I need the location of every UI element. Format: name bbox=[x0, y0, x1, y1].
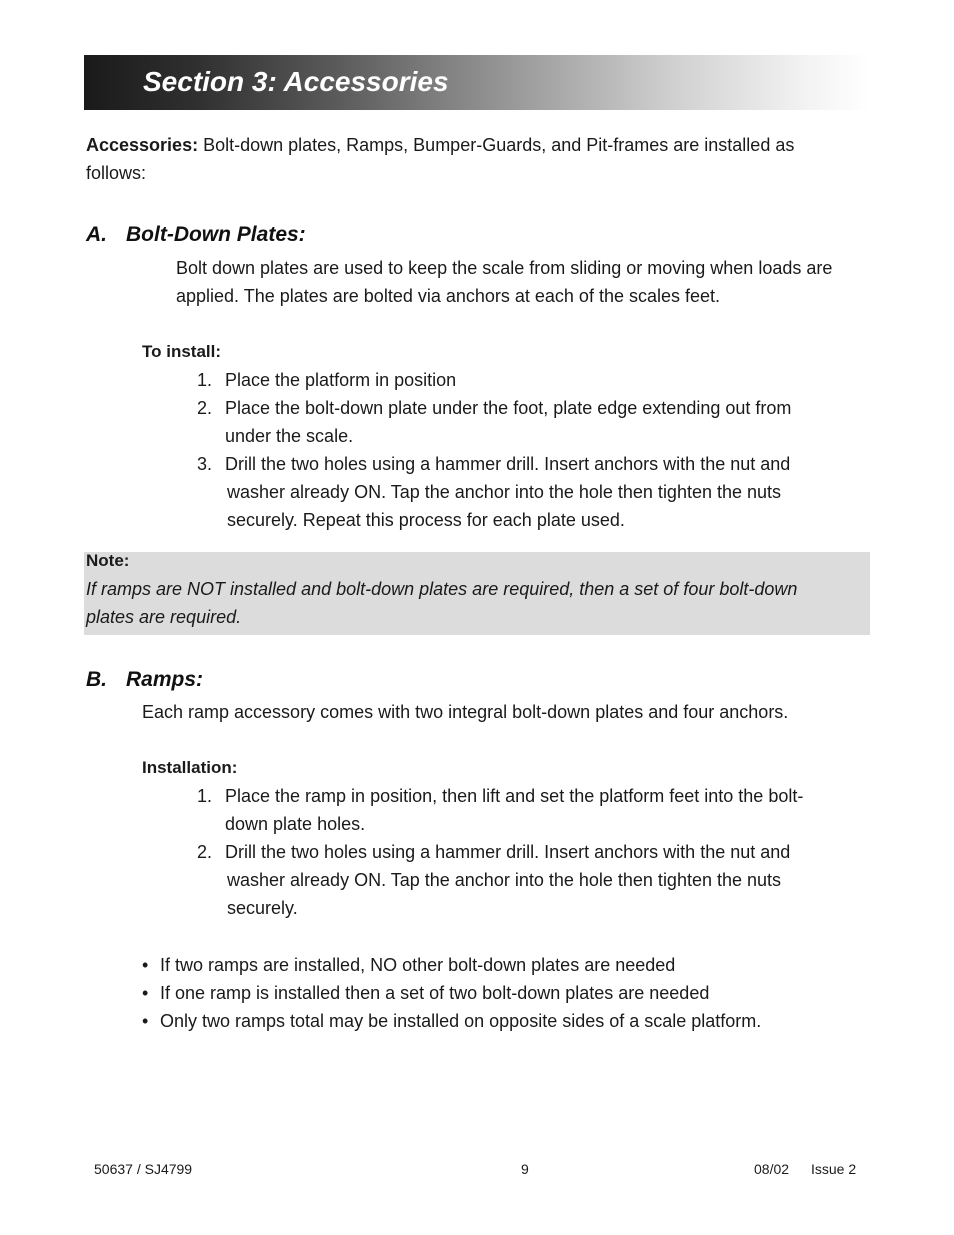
bullet-item-3 bbox=[142, 1007, 761, 1035]
bullet-icon: • bbox=[142, 1011, 149, 1031]
section-a-desc-line2: applied. The plates are bolted via anchors at each of the scales feet. bbox=[176, 286, 721, 306]
step-text-continued: washer already ON. Tap the anchor into the hole then tighten the nuts bbox=[227, 482, 782, 502]
section-title: Section 3: Accessories bbox=[143, 66, 449, 97]
section-b-title: Ramps: bbox=[126, 668, 204, 691]
intro-paragraph bbox=[86, 131, 856, 187]
intro-text-line2: follows: bbox=[86, 163, 147, 183]
footer-date: 08/02 bbox=[754, 1161, 790, 1177]
section-a-heading bbox=[86, 221, 306, 249]
section-a-letter: A. bbox=[86, 223, 107, 246]
note-label: Note: bbox=[86, 551, 130, 570]
section-b-description: Each ramp accessory comes with two integral bolt-down plates and four anchors. bbox=[142, 702, 789, 722]
bullet-text: Only two ramps total may be installed on opposite sides of a scale platform. bbox=[160, 1011, 762, 1031]
section-a-desc-line1: Bolt down plates are used to keep the scale from sliding or moving when loads are bbox=[176, 258, 833, 278]
step-text-continued: down plate holes. bbox=[225, 814, 366, 834]
intro-text-line1: Bolt-down plates, Ramps, Bumper-Guards, and Pit-frames are installed as bbox=[198, 135, 795, 155]
step-text: Drill the two holes using a hammer drill. Insert anchors with the nut and bbox=[225, 842, 791, 862]
bullet-item-2 bbox=[142, 979, 709, 1007]
note-text-line1: If ramps are NOT installed and bolt-down plates are required, then a set of four bolt-down bbox=[86, 579, 798, 599]
step-text: Place the platform in position bbox=[225, 370, 457, 390]
section-b-install-label: Installation: bbox=[142, 758, 238, 777]
bullet-icon: • bbox=[142, 983, 149, 1003]
section-b-step-2 bbox=[197, 838, 790, 922]
bullet-item-1 bbox=[142, 951, 675, 979]
section-b-step-1 bbox=[197, 782, 803, 838]
footer-issue: Issue 2 bbox=[811, 1161, 857, 1177]
bullet-icon: • bbox=[142, 955, 149, 975]
bullet-text: If two ramps are installed, NO other bolt-down plates are needed bbox=[160, 955, 676, 975]
note-text-line2: plates are required. bbox=[86, 607, 242, 627]
step-number: 3. bbox=[197, 454, 213, 474]
step-number: 1. bbox=[197, 370, 213, 390]
section-b-heading bbox=[86, 666, 203, 694]
section-a-description bbox=[176, 254, 876, 310]
step-number: 2. bbox=[197, 398, 213, 418]
step-number: 2. bbox=[197, 842, 213, 862]
step-text-continued: securely. Repeat this process for each plate used. bbox=[227, 510, 625, 530]
section-a-step-1 bbox=[197, 366, 456, 394]
step-text-continued: securely. bbox=[227, 898, 298, 918]
step-text: Place the ramp in position, then lift and set the platform feet into the bolt- bbox=[225, 786, 804, 806]
step-number: 1. bbox=[197, 786, 213, 806]
intro-label: Accessories: bbox=[86, 135, 199, 155]
footer-doc-number: 50637 / SJ4799 bbox=[94, 1161, 193, 1177]
section-a-step-2 bbox=[197, 394, 791, 450]
bullet-text: If one ramp is installed then a set of two bolt-down plates are needed bbox=[160, 983, 710, 1003]
section-b-letter: B. bbox=[86, 668, 107, 691]
step-text: Place the bolt-down plate under the foot, plate edge extending out from bbox=[225, 398, 792, 418]
step-text: Drill the two holes using a hammer drill. Insert anchors with the nut and bbox=[225, 454, 791, 474]
section-a-title: Bolt-Down Plates: bbox=[126, 223, 306, 246]
section-a-step-3 bbox=[197, 450, 790, 534]
footer-page-number: 9 bbox=[521, 1161, 529, 1177]
note-text bbox=[86, 575, 856, 631]
step-text-continued: washer already ON. Tap the anchor into the hole then tighten the nuts bbox=[227, 870, 782, 890]
section-a-install-label: To install: bbox=[142, 342, 222, 361]
step-text-continued: under the scale. bbox=[225, 426, 354, 446]
